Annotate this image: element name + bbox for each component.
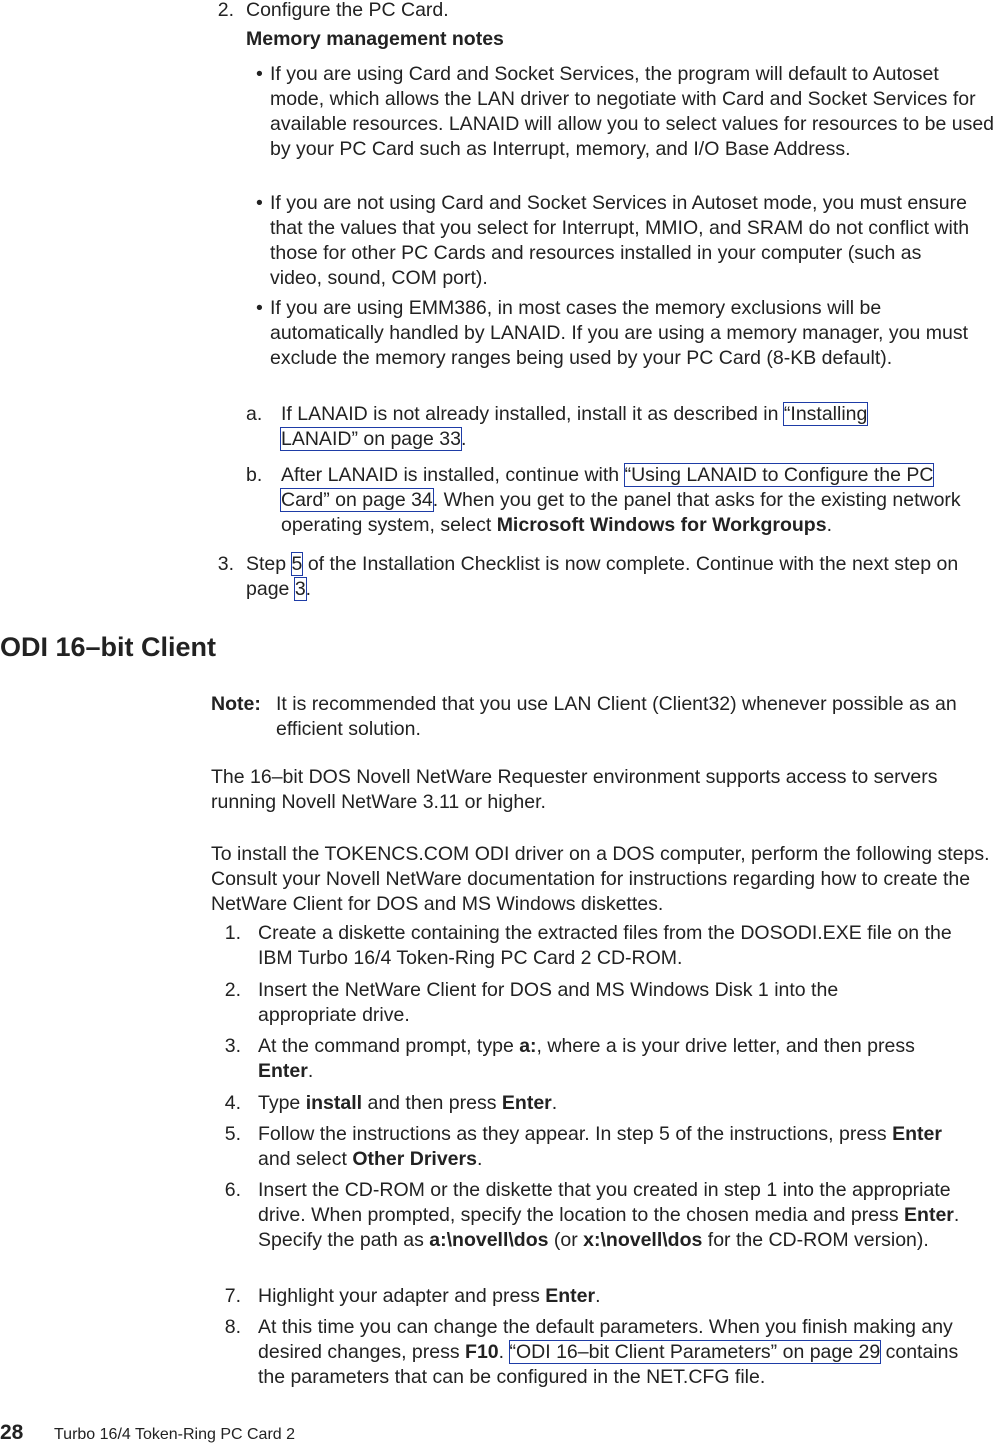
step-text: Configure the PC Card. <box>246 0 449 21</box>
step-number: 1. <box>224 922 241 944</box>
bullet-icon: • <box>256 63 263 85</box>
step-number: 5. <box>224 1123 241 1145</box>
option-name: Other Drivers <box>352 1148 477 1170</box>
substep-b-text: After LANAID is installed, continue with <box>281 464 625 486</box>
command: a: <box>519 1035 537 1057</box>
key-name: Enter <box>501 1092 552 1114</box>
install-step-2: Insert the NetWare Client for DOS and MS Windows Disk 1 into the appropriate drive. <box>258 979 839 1026</box>
paragraph-requester: The 16–bit DOS Novell NetWare Requester environment supports access to servers running Novell NetWare 3.11 or higher. <box>211 766 938 813</box>
substep-b-text-2: . When you get to the panel that asks for the existing network operating system, select <box>281 489 961 536</box>
note-bullet-3: If you are using EMM386, in most cases the memory exclusions will be automatically handled by LANAID. If you are using a memory manager, you must exclude the memory ranges being used by your PC Card (8-KB default). <box>270 297 969 369</box>
path: x:\novell\dos <box>583 1229 703 1251</box>
step-3-text <box>246 552 994 602</box>
page-number: 28 <box>0 1421 24 1444</box>
notes-heading: Memory management notes <box>246 28 504 50</box>
text: (or <box>548 1229 584 1251</box>
text: , where a is your drive letter, and then press <box>536 1035 915 1057</box>
install-step-4 <box>258 1091 986 1116</box>
step-number: 3. <box>217 553 234 575</box>
step-number: 3. <box>224 1035 241 1057</box>
step-number: 2. <box>217 0 234 21</box>
bullet-icon: • <box>256 192 263 214</box>
substep-a-text: If LANAID is not already installed, install it as described in <box>281 403 784 425</box>
note-label: Note: <box>211 693 261 715</box>
note-bullet-2: If you are not using Card and Socket Services in Autoset mode, you must ensure that the values that you select for Interrupt, MMIO, and SRAM do not conflict with those for other PC Cards and resources installed in your computer (such as video, sound, COM port). <box>270 192 970 289</box>
text: . <box>498 1341 510 1363</box>
key-name: Enter <box>545 1285 596 1307</box>
text: for the CD-ROM version). <box>702 1229 929 1251</box>
note-bullet-1: If you are using Card and Socket Services, the program will default to Autoset mode, which allows the LAN driver to negotiate with Card and Socket Services for available resources. LANAID will allow you to select values for resources to be used by your PC Card such as Interrupt, memory, and I/O Base Address. <box>270 63 995 160</box>
link-using-lanaid[interactable]: “Using LANAID to Configure the PC <box>624 464 934 486</box>
step-number: 2. <box>224 979 241 1001</box>
note-text: It is recommended that you use LAN Client (Client32) whenever possible as an efficient solution. <box>276 693 957 740</box>
text: Highlight your adapter and press <box>258 1285 546 1307</box>
text: and then press <box>362 1092 502 1114</box>
step-number: 6. <box>224 1179 241 1201</box>
text: contains the parameters that can be configured in the NET.CFG file. <box>258 1341 959 1388</box>
document-title: Turbo 16/4 Token-Ring PC Card 2 <box>54 1426 296 1443</box>
install-step-6 <box>258 1178 986 1253</box>
text: . <box>551 1092 558 1114</box>
install-step-8 <box>258 1315 986 1390</box>
substep-b <box>281 463 993 538</box>
text: At the command prompt, type <box>258 1035 520 1057</box>
key-name: Enter <box>904 1204 954 1226</box>
link-using-lanaid-cont[interactable]: Card” on page 34 <box>281 489 433 511</box>
step-number: 4. <box>224 1092 241 1114</box>
text: . <box>476 1148 483 1170</box>
text: Type <box>258 1092 306 1114</box>
text: Insert the CD-ROM or the diskette that you created in step 1 into the appropriate drive. When prompted, specify the location to the chosen media and press <box>258 1179 951 1226</box>
substep-a-period: . <box>460 428 467 450</box>
text: and select <box>258 1148 353 1170</box>
text: . <box>307 1060 314 1082</box>
link-step-5[interactable]: 5 <box>291 553 303 575</box>
text: . <box>595 1285 601 1307</box>
substep-b-label: b. <box>246 464 263 486</box>
text: Follow the instructions as they appear. In step 5 of the instructions, press <box>258 1123 893 1145</box>
step-3-text-2: of the Installation Checklist is now complete. Continue with the next step on page <box>246 553 959 600</box>
text: . Specify the path as <box>258 1204 960 1251</box>
step-number: 7. <box>224 1285 241 1307</box>
substep-b-period: . <box>826 514 832 536</box>
link-page-3[interactable]: 3 <box>294 578 306 600</box>
substep-a <box>281 402 971 452</box>
step-3-period: . <box>305 578 312 600</box>
link-installing-lanaid-cont[interactable]: LANAID” on page 33 <box>281 428 461 450</box>
install-step-5 <box>258 1122 958 1172</box>
step-3-text-1: Step <box>246 553 292 575</box>
bullet-icon: • <box>256 297 263 319</box>
key-name: F10 <box>465 1341 499 1363</box>
step-number: 8. <box>224 1316 241 1338</box>
command: install <box>305 1092 363 1114</box>
install-step-3 <box>258 1034 996 1084</box>
substep-a-label: a. <box>246 403 263 425</box>
key-name: Enter <box>258 1060 308 1082</box>
paragraph-install-intro: To install the TOKENCS.COM ODI driver on a DOS computer, perform the following steps. Consult your Novell NetWare documentation for instructions regarding how to create the NetWare Client for DOS and MS Windows diskettes. <box>211 843 990 915</box>
link-odi-parameters[interactable]: “ODI 16–bit Client Parameters” on page 29 <box>509 1341 881 1363</box>
option-name: Microsoft Windows for Workgroups <box>496 514 827 536</box>
section-title: ODI 16–bit Client <box>0 632 217 662</box>
link-installing-lanaid[interactable]: “Installing <box>783 403 868 425</box>
install-step-1: Create a diskette containing the extracted files from the DOSODI.EXE file on the IBM Turbo 16/4 Token-Ring PC Card 2 CD-ROM. <box>258 922 952 969</box>
install-step-7 <box>258 1284 986 1309</box>
path: a:\novell\dos <box>429 1229 549 1251</box>
key-name: Enter <box>892 1123 942 1145</box>
text: At this time you can change the default parameters. When you finish making any desired changes, press <box>258 1316 953 1363</box>
